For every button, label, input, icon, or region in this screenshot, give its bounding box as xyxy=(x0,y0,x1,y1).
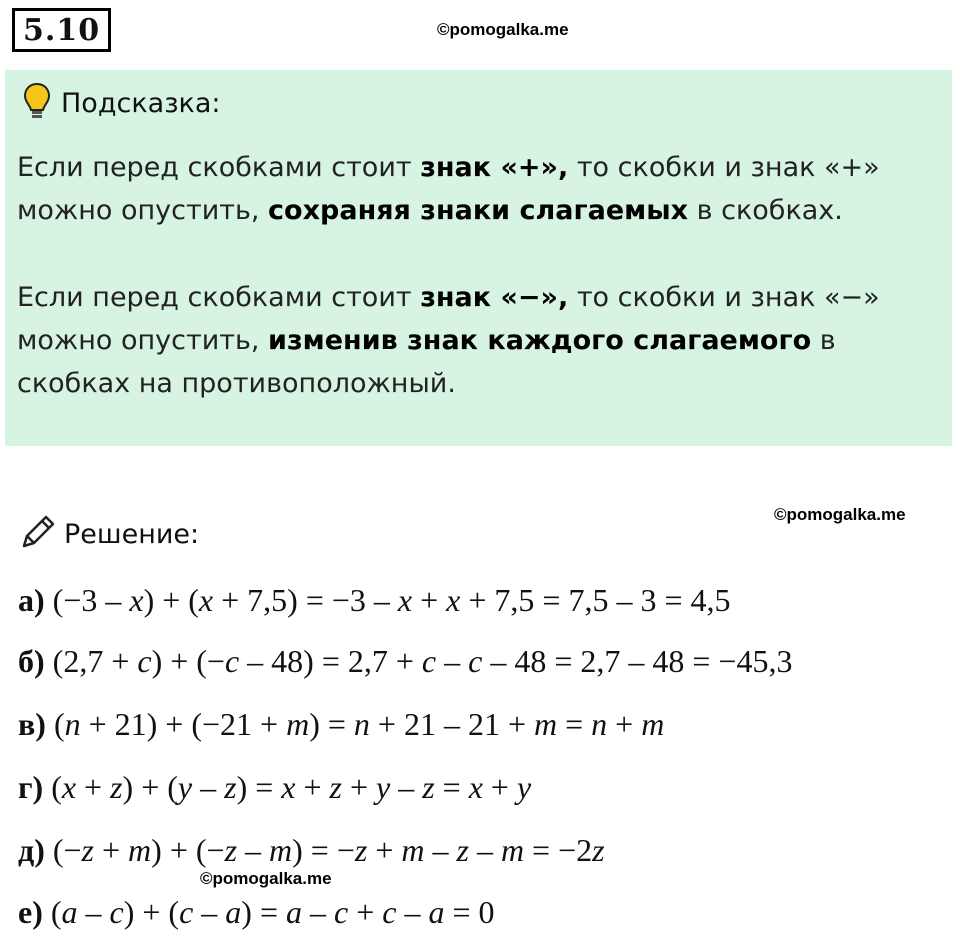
solution-line-v: в) (n + 21) + (−21 + m) = n + 21 – 21 + m = n + m xyxy=(18,706,665,742)
solution-line-e: е) (a – c) + (c – a) = a – c + c – a = 0 xyxy=(18,894,495,930)
watermark-bottom: ©pomogalka.me xyxy=(200,869,332,888)
hint-paragraph-plus: Если перед скобками стоит знак «+», то скобки и знак «+» можно опустить, сохраняя знаки слагаемых в скобках. xyxy=(17,152,880,226)
hint-header xyxy=(23,82,221,124)
watermark-middle: ©pomogalka.me xyxy=(774,505,906,524)
solution-title: Решение: xyxy=(64,518,200,550)
pencil-icon xyxy=(18,512,58,556)
solution-line-g: г) (x + z) + (y – z) = x + z + y – z = x + y xyxy=(18,769,532,805)
hint-paragraph-minus: Если перед скобками стоит знак «−», то скобки и знак «−» можно опустить, изменив знак каждого слагаемого в скобках на противоположный. xyxy=(17,282,880,399)
solution-header xyxy=(18,512,199,556)
watermark-top: ©pomogalka.me xyxy=(437,20,569,39)
hint-title: Подсказка: xyxy=(61,87,221,119)
solution-line-b: б) (2,7 + c) + (−c – 48) = 2,7 + c – c – 48 = 2,7 – 48 = −45,3 xyxy=(18,643,793,679)
solution-line-d: д) (−z + m) + (−z – m) = −z + m – z – m = −2z xyxy=(18,832,605,868)
task-number: 5.10 xyxy=(12,8,111,52)
lightbulb-icon xyxy=(23,82,51,124)
solution-line-a: а) (−3 – x) + (x + 7,5) = −3 – x + x + 7,5 = 7,5 – 3 = 4,5 xyxy=(18,582,731,618)
hint-box xyxy=(5,70,952,446)
